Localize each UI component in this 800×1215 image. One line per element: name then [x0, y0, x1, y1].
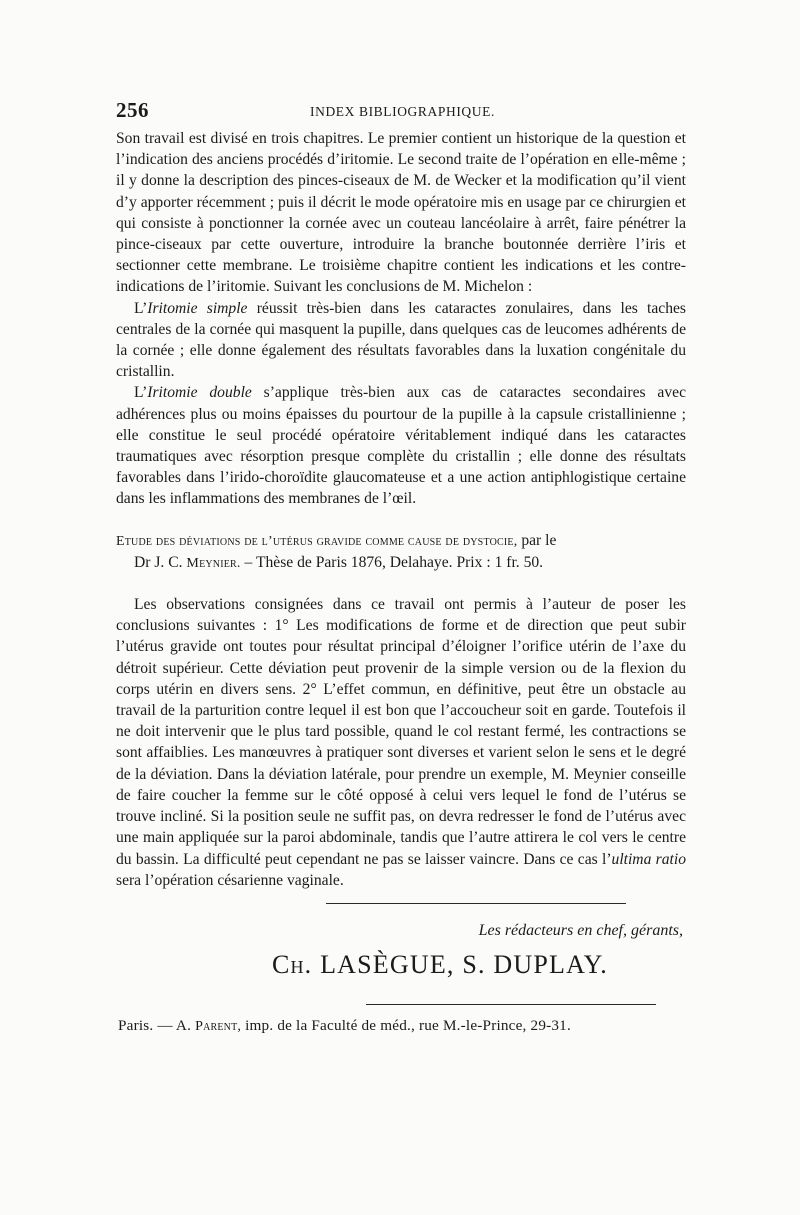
notice-author: Meynier. [186, 555, 241, 571]
paragraph-tail: sera l’opération césarienne vaginale. [116, 871, 344, 889]
editor-initial: Ch. [271, 949, 313, 979]
editor-names [116, 950, 686, 980]
editors-line: Les rédacteurs en chef, gérants, [478, 921, 683, 939]
divider-rule [326, 903, 626, 904]
paragraph-text: s’applique très-bien aux cas de cataractes secondaires avec adhérences plus ou moins épaisses du pourtour de la pupille à la capsule cristallinienne ; elle constitue le seul procédé opératoire véritablement indiqué dans les cataractes traumatiques avec résorption presque complète du cristallin ; elle donne des résultats favorables dans l’irido-choroïdite glaucomateuse et a une action antiphlogistique certaine dans les inflammations des membranes de l’œil. [116, 384, 686, 508]
paragraph-iritomie-simple [116, 298, 686, 383]
imprint-printer: Parent, [195, 1018, 242, 1034]
italic-term: Iritomie double [147, 384, 252, 402]
imprint-city: Paris. — A. [118, 1016, 196, 1034]
book-page [116, 98, 686, 1035]
page-number: 256 [116, 98, 149, 122]
paragraph-iritomie-summary: Son travail est divisé en trois chapitres. Le premier contient un historique de la question et l’indication des anciens procédés d’iritomie. Le second traite de l’opération en elle-même ; il y donne la description des pinces-ciseaux de M. de Wecker et la modification qu’il vient d’y apporter récemment ; puis il décrit le mode opératoire mis en usage par ce chirurgien et qui consiste à ponctionner la cornée avec un couteau lancéolaire à arrêt, faire pénétrer la pince-ciseaux par cette ouverture, introduire la branche boutonnée derrière l’iris et sectionner cette membrane. Le troisième chapitre contient les indications et les contre-indications de l’iritomie. Suivant les conclusions de M. Michelon : [116, 130, 686, 296]
notice-title: Etude des déviations de l’utérus gravide comme cause de dystocie, [116, 533, 518, 549]
running-head: INDEX BIBLIOGRAPHIQUE. [310, 104, 495, 119]
notice-author-prefix: Dr J. C. [134, 553, 187, 571]
paragraph-iritomie-double [116, 382, 686, 509]
imprint-address: imp. de la Faculté de méd., rue M.-le-Prince, 29-31. [241, 1016, 571, 1034]
printer-imprint [118, 1017, 686, 1035]
italic-term: ultima ratio [611, 850, 686, 868]
paragraph-meynier-conclusions [116, 594, 686, 891]
bibliographic-notice [116, 530, 686, 574]
italic-term: Iritomie simple [147, 299, 248, 317]
editor-surnames: LASÈGUE, S. DUPLAY. [312, 949, 608, 979]
paragraph-text: Les observations consignées dans ce travail ont permis à l’auteur de poser les conclusions suivantes : 1° Les modifications de forme et de direction que peut subir l’utérus gravide ont toutes pour résultat principal d’éloigner l’orifice utérin de l’axe du détroit supérieur. Cette déviation peut provenir de la simple version ou de la flexion du corps utérin en divers sens. 2° L’effet commun, en définitive, peut être un obstacle au travail de la parturition contre lequel il est bon que l’accoucheur soit en garde. Toutefois il ne doit intervenir que le plus tard possible, quand le col restant fermé, les contractions se sont affaiblies. Les manœuvres à pratiquer sont diverses et varient selon le sens et le degré de la déviation. Dans la déviation latérale, pour prendre un exemple, M. Meynier conseille de faire coucher la femme sur le côté opposé à celui vers lequel le fond de l’utérus se trouve incliné. Si la position seule ne suffit pas, on devra redresser le fond de l’utérus avec une main appliquée sur la paroi abdominale, tandis que l’autre attirera le col vers le centre du bassin. La difficulté peut cependant ne pas se laisser vaincre. Dans ce cas l’ [116, 596, 686, 868]
footer-rule [366, 1004, 656, 1005]
paragraph-text: réussit très-bien dans les cataractes zonulaires, dans les taches centrales de la cornée qui masquent la pupille, dans quelques cas de leucomes adhérents de la cornée ; elle donne également des résultats favorables dans la luxation congénitale du cristallin. [116, 299, 686, 381]
notice-by: par le [521, 531, 557, 549]
notice-second-line [116, 552, 686, 574]
lead-text: L’ [134, 299, 148, 317]
lead-text: L’ [134, 384, 148, 402]
notice-details: – Thèse de Paris 1876, Delahaye. Prix : 1 fr. 50. [240, 553, 544, 571]
page-header [116, 98, 686, 128]
